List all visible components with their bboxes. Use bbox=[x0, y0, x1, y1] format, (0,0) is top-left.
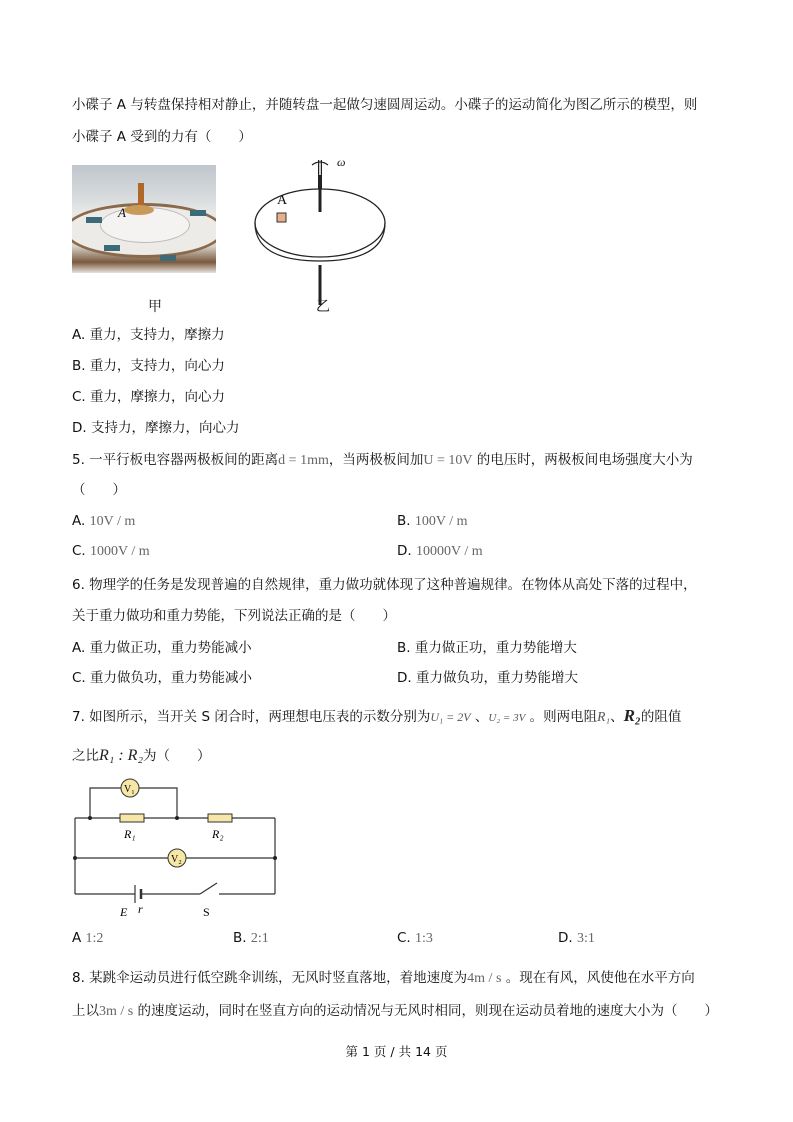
q7-option-a[interactable] bbox=[72, 929, 103, 948]
q7-text: 、 bbox=[610, 709, 624, 725]
q5-math-u: U = 10V bbox=[423, 453, 473, 468]
q7-text: 的阻值 bbox=[640, 709, 682, 725]
turntable-model-diagram bbox=[250, 155, 400, 315]
option-value: 100V / m bbox=[414, 514, 468, 529]
v1-label: V₁ bbox=[124, 784, 135, 795]
q5-option-a[interactable] bbox=[72, 512, 135, 531]
option-letter: C. bbox=[397, 930, 411, 946]
v2-label: V₂ bbox=[171, 854, 182, 865]
q7-stem-line1 bbox=[72, 707, 681, 727]
q7-text: 之比 bbox=[72, 748, 99, 764]
q4-option-c[interactable]: C. 重力，摩擦力，向心力 bbox=[72, 389, 226, 405]
q7-math-u1: U₁ = 2V bbox=[430, 710, 471, 724]
option-value: 2:1 bbox=[250, 931, 269, 946]
q7-stem-line2 bbox=[72, 747, 211, 765]
q5-option-d[interactable] bbox=[397, 542, 483, 561]
q4-stem-line1: 小碟子 A 与转盘保持相对静止，并随转盘一起做匀速圆周运动。小碟子的运动简化为图乙所示的模型，则 bbox=[72, 97, 698, 113]
q5-math-d: d = 1mm bbox=[278, 453, 329, 468]
option-letter: B. bbox=[233, 930, 247, 946]
circuit-diagram bbox=[65, 775, 290, 925]
q6-option-c[interactable]: C. 重力做负功，重力势能减小 bbox=[72, 670, 253, 686]
page-footer: 第 1 页 / 共 14 页 bbox=[345, 1044, 448, 1059]
q7-text: 为（ ） bbox=[143, 748, 211, 764]
option-letter: D. bbox=[558, 930, 573, 946]
option-value: 1:3 bbox=[415, 931, 433, 946]
q5-text: 的电压时，两极板间电场强度大小为 bbox=[472, 452, 693, 468]
option-letter: A bbox=[72, 930, 82, 946]
option-value: 10000V / m bbox=[415, 544, 483, 559]
photo-label-a: A bbox=[118, 205, 126, 220]
q6-option-b[interactable]: B. 重力做正功，重力势能增大 bbox=[397, 640, 577, 656]
q7-text: 、 bbox=[470, 709, 489, 725]
q7-r1: R₁ bbox=[597, 709, 611, 724]
q5-text: 5. 一平行板电容器两极板间的距离 bbox=[72, 452, 279, 468]
option-value: 10V / m bbox=[89, 514, 136, 529]
model-label-a: A bbox=[277, 193, 288, 208]
q7-math-u2: U₂ = 3V bbox=[488, 712, 526, 724]
q8-stem-line2 bbox=[72, 1002, 718, 1021]
q5-stem-line1 bbox=[72, 451, 693, 470]
q4-option-a[interactable]: A. 重力，支持力，摩擦力 bbox=[72, 327, 225, 343]
q8-math-v2: 3m / s bbox=[99, 1004, 134, 1019]
r-label: r bbox=[138, 902, 143, 916]
q7-option-c[interactable] bbox=[397, 929, 433, 948]
q7-ratio: R₁ : R₂ bbox=[99, 747, 143, 764]
q6-stem-line2: 关于重力做功和重力势能，下列说法正确的是（ ） bbox=[72, 608, 396, 624]
q4-stem-line2: 小碟子 A 受到的力有（ ） bbox=[72, 129, 252, 145]
option-value: 1000V / m bbox=[90, 544, 150, 559]
option-value: 1:2 bbox=[85, 931, 104, 946]
option-letter: A. bbox=[72, 513, 86, 529]
q6-option-d[interactable]: D. 重力做负功，重力势能增大 bbox=[397, 670, 578, 686]
q7-option-b[interactable] bbox=[233, 929, 269, 948]
q8-stem-line1 bbox=[72, 969, 695, 988]
dining-table-photo bbox=[72, 165, 216, 273]
q8-math-v1: 4m / s bbox=[467, 971, 502, 986]
e-label: E bbox=[120, 905, 128, 919]
q8-text: 的速度运动，同时在竖直方向的运动情况与无风时相同，则现在运动员着地的速度大小为（ ） bbox=[133, 1003, 719, 1019]
option-letter: C. bbox=[72, 543, 86, 559]
q5-stem-line2: （ ） bbox=[72, 482, 126, 498]
q4-option-b[interactable]: B. 重力，支持力，向心力 bbox=[72, 358, 225, 374]
q6-option-a[interactable]: A. 重力做正功，重力势能减小 bbox=[72, 640, 252, 656]
r1-label: R₁ bbox=[124, 827, 136, 841]
q7-option-d[interactable] bbox=[558, 929, 595, 948]
omega-label: ω bbox=[337, 155, 346, 169]
figure-caption-jia: 甲 bbox=[148, 299, 162, 315]
q8-text: 。现在有风，风使他在水平方向 bbox=[501, 970, 695, 986]
q5-option-b[interactable] bbox=[397, 512, 468, 531]
q8-text: 上以 bbox=[72, 1003, 99, 1019]
option-letter: B. bbox=[397, 513, 411, 529]
q8-text: 8. 某跳伞运动员进行低空跳伞训练，无风时竖直落地，着地速度为 bbox=[72, 970, 468, 986]
q7-r2: R₂ bbox=[623, 706, 641, 725]
s-label: S bbox=[203, 905, 210, 919]
option-letter: D. bbox=[397, 543, 412, 559]
figure-caption-yi: 乙 bbox=[316, 299, 330, 315]
q5-option-c[interactable] bbox=[72, 542, 150, 561]
r2-label: R₂ bbox=[212, 827, 224, 841]
q5-text: ，当两极板间加 bbox=[328, 452, 424, 468]
q4-option-d[interactable]: D. 支持力，摩擦力，向心力 bbox=[72, 420, 240, 436]
option-value: 3:1 bbox=[576, 931, 595, 946]
q7-text: 7. 如图所示，当开关 S 闭合时，两理想电压表的示数分别为 bbox=[72, 709, 431, 725]
q6-stem-line1: 6. 物理学的任务是发现普遍的自然规律，重力做功就体现了这种普遍规律。在物体从高处下落的过程中， bbox=[72, 577, 697, 593]
q7-text: 。则两电阻 bbox=[525, 709, 598, 725]
